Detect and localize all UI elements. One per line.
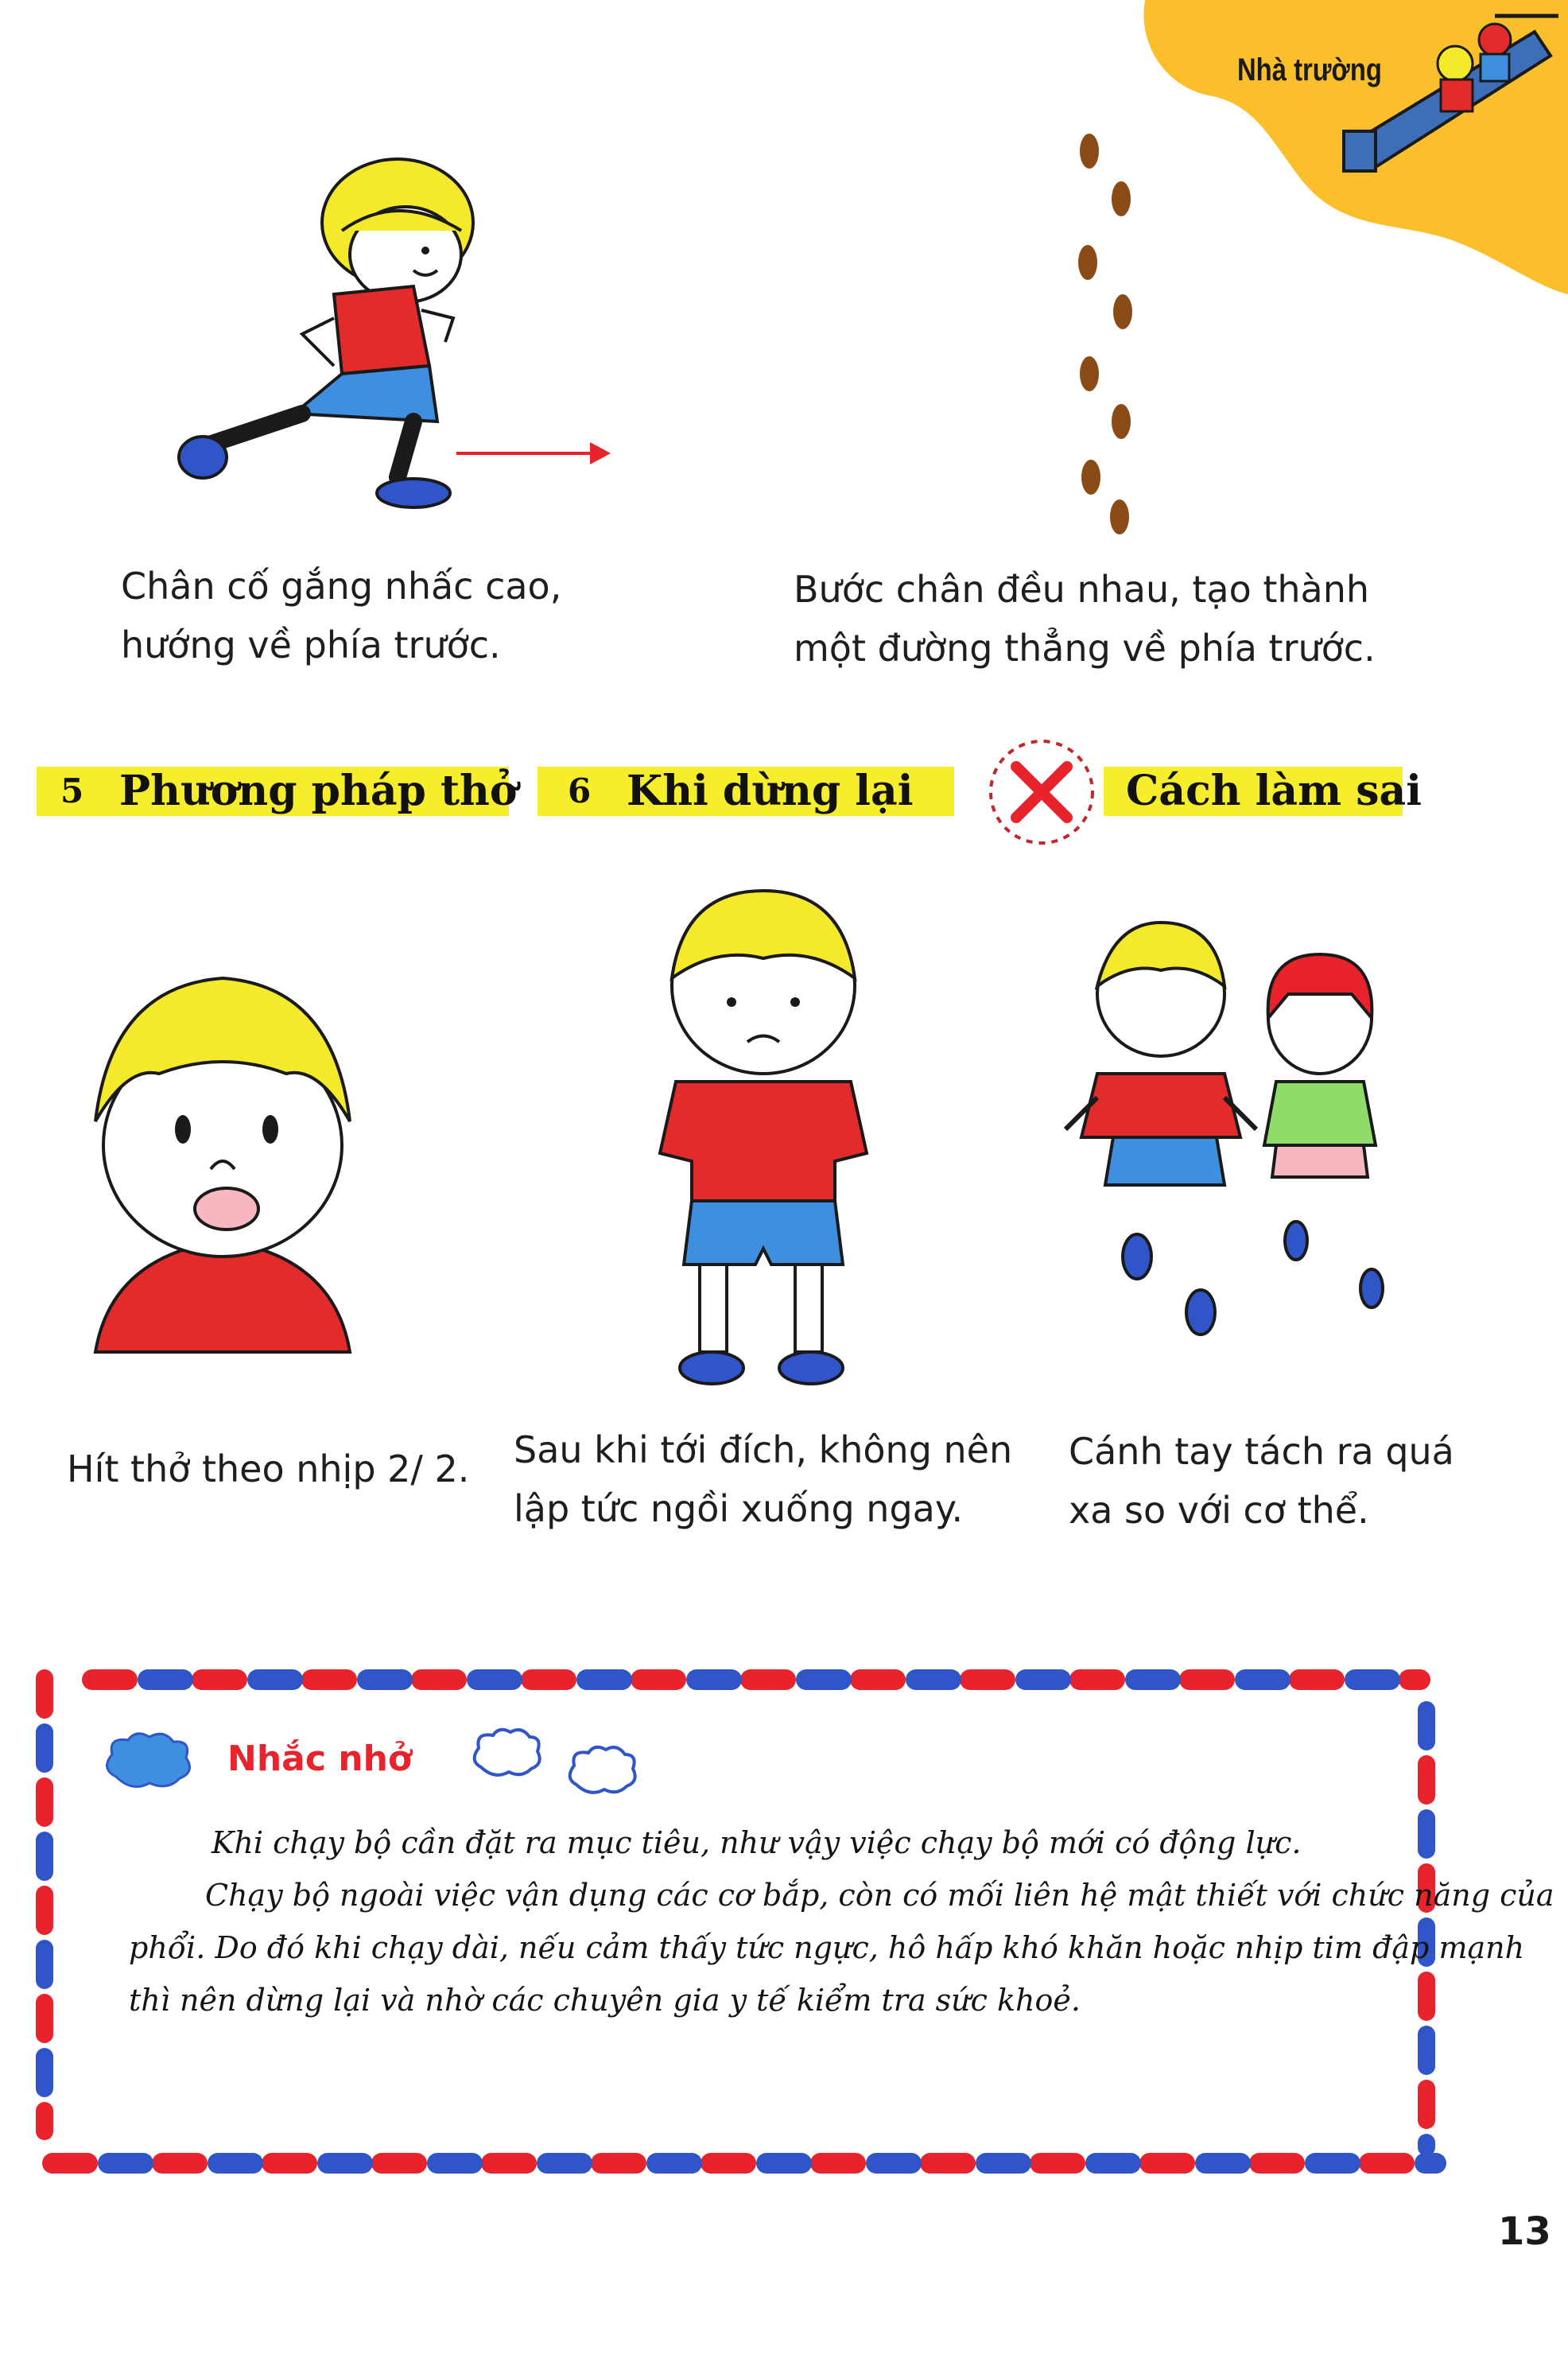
standing-boy-illustration	[644, 883, 883, 1392]
section-label: Nhà trường	[1237, 52, 1382, 87]
heading-6-title: Khi dừng lại	[627, 767, 914, 815]
wrong-heading-title: Cách làm sai	[1126, 767, 1422, 815]
cloud-outline-icon	[469, 1726, 541, 1781]
cloud-filled-icon	[100, 1729, 196, 1793]
reminder-line-3: phổi. Do đó khi chạy dài, nếu cảm thấy tức ngực, hô hấp khó khăn hoặc nhịp tim đập mạnh	[129, 1930, 1525, 1965]
caption-breathing: Hít thở theo nhịp 2/ 2.	[67, 1447, 470, 1490]
heading-5-title: Phương pháp thở	[119, 767, 518, 815]
reminder-line-4: thì nên dừng lại và nhờ các chuyên gia y tế kiểm tra sức khoẻ.	[129, 1983, 1081, 2018]
heading-6-number: 6	[568, 771, 592, 810]
cloud-outline-icon-2	[565, 1743, 636, 1799]
heading-5-number: 5	[60, 771, 84, 810]
page-number: 13	[1498, 2209, 1551, 2254]
breathing-boy-illustration	[80, 938, 366, 1352]
wrong-x-icon	[986, 736, 1097, 848]
caption-leg-lift: Chân cố gắng nhấc cao, hướng về phía trước.	[121, 565, 562, 666]
caption-wrong: Cánh tay tách ra quá xa so với cơ thể.	[1069, 1430, 1454, 1532]
wrong-runners-illustration	[1065, 923, 1399, 1352]
caption-even-steps: Bước chân đều nhau, tạo thành một đường thẳng về phía trước.	[794, 568, 1376, 670]
reminder-line-1: Khi chạy bộ cần đặt ra mục tiêu, như vậy việc chạy bộ mới có động lực.	[212, 1825, 1302, 1860]
reminder-title: Nhắc nhở	[227, 1739, 413, 1779]
reminder-line-2: Chạy bộ ngoài việc vận dụng các cơ bắp, còn có mối liên hệ mật thiết với chức năng của	[205, 1878, 1554, 1913]
footprints-illustration	[1065, 127, 1161, 541]
caption-stopping: Sau khi tới đích, không nên lập tức ngồi xuống ngay.	[514, 1428, 1013, 1530]
forward-arrow	[456, 437, 615, 469]
